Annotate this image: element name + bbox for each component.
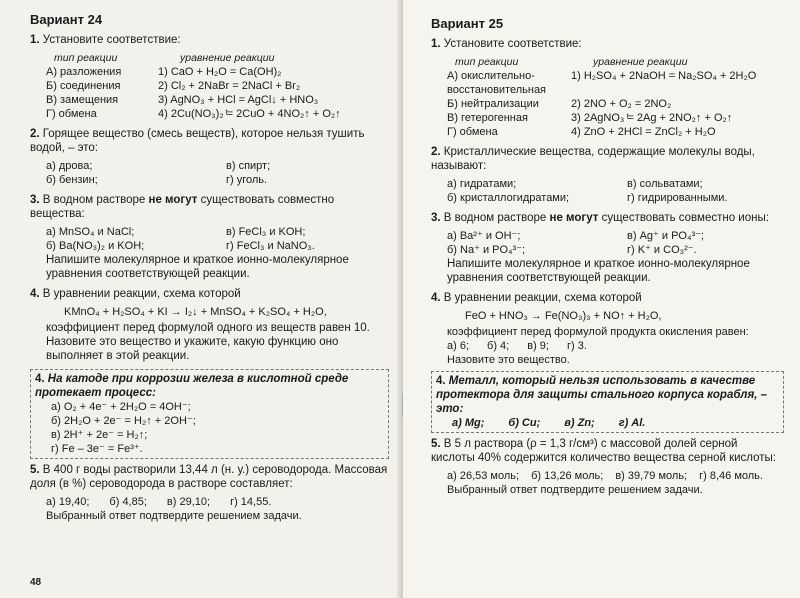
q3-options: а) MnSO₄ и NaCl; в) FeCl₃ и KOH;: [46, 226, 306, 238]
q4-tail-2: Назовите это вещество.: [447, 354, 570, 366]
q5-tail: Выбранный ответ подтвердите решением задачи.: [46, 510, 302, 522]
q1-headers: тип реакции уравнение реакции: [54, 52, 275, 64]
q4b-option: в) 2H⁺ + 2e⁻ = H₂↑;: [51, 429, 148, 441]
variant-title: Вариант 25: [431, 16, 504, 31]
q4-tail: коэффициент перед формулой одного из веществ равен 10. Назовите это вещество и укажите, какую функцию оно выполняет в этой реакции.: [46, 322, 370, 362]
q5-options: а) 19,40; б) 4,85; в) 29,10; г) 14,55.: [46, 496, 272, 508]
q1-row: В) замещения 3) AgNO₃ + HCl = AgCl↓ + HNO₃: [46, 94, 319, 106]
question-4: 4. В уравнении реакции, схема которой: [431, 292, 642, 304]
q4-options: а) 6; б) 4; в) 9; г) 3.: [447, 340, 587, 352]
q1-row: Б) соединения 2) Cl₂ + 2NaBr = 2NaCl + Br₂: [46, 80, 301, 92]
q3-tail: Напишите молекулярное и краткое ионно-молекулярное уравнения соответствующей реакции.: [46, 254, 349, 280]
q5-options: а) 26,53 моль; б) 13,26 моль; в) 39,79 моль; г) 8,46 моль.: [447, 470, 763, 482]
q4-equation: FeO + HNO₃ → Fe(NO₃)₃ + NO↑ + H₂O,: [465, 310, 662, 322]
q4b-options: а) Mg; б) Cu; в) Zn; г) Al.: [452, 417, 646, 429]
q2-options: а) гидратами; в) сольватами;: [447, 178, 703, 190]
q1-row: А) окислительно-восстановительная 1) H₂SO₄ + 2NaOH = Na₂SO₄ + 2H₂O: [447, 70, 757, 96]
q3-options: б) Na⁺ и PO₄³⁻; г) K⁺ и CO₃²⁻.: [447, 244, 697, 256]
q4b-option: г) Fe – 3e⁻ = Fe³⁺.: [51, 443, 143, 455]
q3-options: а) Ba²⁺ и OH⁻; в) Ag⁺ и PO₄³⁻;: [447, 230, 704, 242]
question-3: 3. В водном растворе не могут существовать совместно вещества:: [30, 194, 335, 220]
question-1: 1. Установите соответствие:: [431, 38, 582, 50]
q4b-option: б) 2H₂O + 2e⁻ = H₂↑ + 2OH⁻;: [51, 415, 196, 427]
q1-row: А) разложения 1) CaO + H₂O = Ca(OH)₂: [46, 66, 282, 78]
question-5: 5. В 400 г воды растворили 13,44 л (н. у.) сероводорода. Массовая доля (в %) сероводорода в растворе составляет:: [30, 464, 388, 490]
q2-options: а) дрова; в) спирт;: [46, 160, 271, 172]
question-5: 5. В 5 л раствора (ρ = 1,3 г/см³) с массовой долей серной кислоты 40% содержится количество вещества серной кислоты:: [431, 438, 777, 464]
q1-headers: тип реакции уравнение реакции: [455, 56, 688, 68]
q4-alt-box: [30, 369, 389, 459]
variant-title: Вариант 24: [30, 12, 103, 27]
question-4-alt: 4. Металл, который нельзя использовать в качестве протектора для защиты стального корпуса корабля, – это:: [436, 375, 768, 415]
q1-row: Б) нейтрализации 2) 2NO + O₂ = 2NO₂: [447, 98, 672, 110]
question-3: 3. В водном растворе не могут существовать совместно ионы:: [431, 212, 769, 224]
page-number: 48: [30, 577, 42, 588]
q2-options: б) кристаллогидратами; г) гидрированными.: [447, 192, 728, 204]
q1-row: В) гетерогенная 3) 2AgNO₃ ͭ= 2Ag + 2NO₂↑ + O₂↑: [447, 112, 733, 124]
question-2: 2. Горящее вещество (смесь веществ), которое нельзя тушить водой, – это:: [30, 128, 365, 154]
right-page: [403, 0, 800, 598]
q1-row: Г) обмена 4) ZnO + 2HCl = ZnCl₂ + H₂O: [447, 126, 716, 138]
q4-alt-box: [431, 371, 784, 433]
q2-options: б) бензин; г) уголь.: [46, 174, 268, 186]
q5-tail: Выбранный ответ подтвердите решением задачи.: [447, 484, 703, 496]
question-1: 1. Установите соответствие:: [30, 34, 181, 46]
q3-options: б) Ba(NO₃)₂ и KOH; г) FeCl₃ и NaNO₃.: [46, 240, 315, 252]
q4b-option: а) O₂ + 4e⁻ + 2H₂O = 4OH⁻;: [51, 401, 191, 413]
q3-tail: Напишите молекулярное и краткое ионно-молекулярное уравнения соответствующей реакции.: [447, 258, 750, 284]
q4-equation: KMnO₄ + H₂SO₄ + KI → I₂↓ + MnSO₄ + K₂SO₄ + H₂O,: [64, 306, 327, 318]
question-4: 4. В уравнении реакции, схема которой: [30, 288, 241, 300]
question-2: 2. Кристаллические вещества, содержащие молекулы воды, называют:: [431, 146, 755, 172]
question-4-alt: 4. На катоде при коррозии железа в кислотной среде протекает процесс:: [35, 373, 349, 399]
q4-tail: коэффициент перед формулой продукта окисления равен:: [447, 326, 749, 338]
q1-row: Г) обмена 4) 2Cu(NO₃)₂ ͭ= 2CuO + 4NO₂↑ + O₂↑: [46, 108, 341, 120]
